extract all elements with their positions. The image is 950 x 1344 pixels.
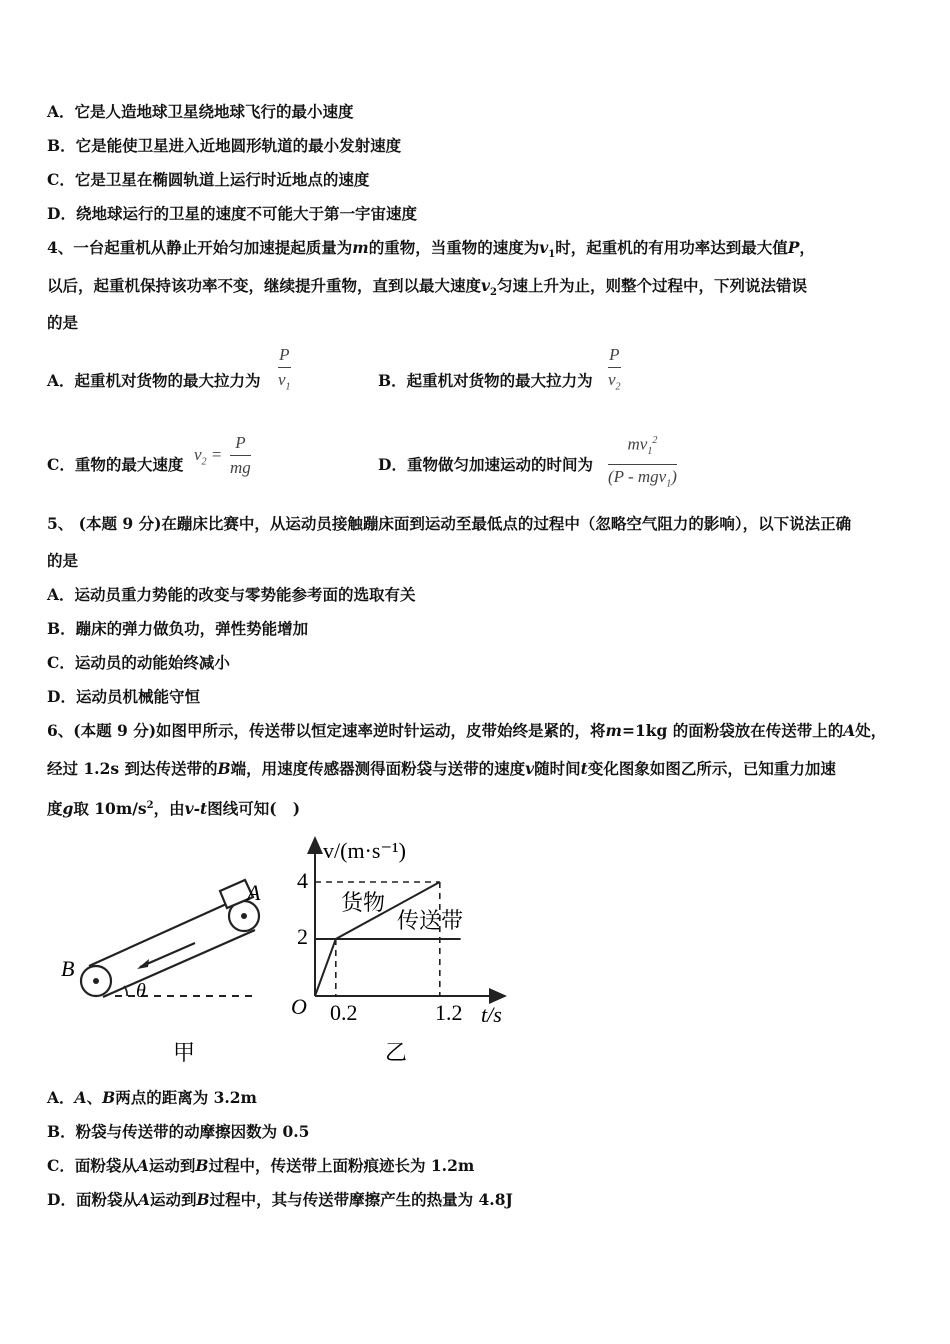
q4-option-b: B．起重机对货物的最大拉力为 — [378, 371, 593, 390]
origin-label: O — [291, 994, 307, 1019]
label-b: B — [61, 956, 75, 981]
label-theta: θ — [136, 980, 146, 1002]
q6-option-a: A．A、B两点的距离为 3.2m — [47, 1088, 257, 1107]
q5-option-b: B．蹦床的弹力做负功，弹性势能增加 — [47, 619, 309, 638]
belt-bottom-edge — [103, 930, 255, 997]
arrow-head — [137, 959, 149, 969]
caption-yi: 乙 — [385, 1040, 408, 1065]
q3-option-b: B．它是能使卫星进入近地圆形轨道的最小发射速度 — [47, 136, 402, 155]
q4-stem-line1: 4、一台起重机从静止开始匀加速提起质量为m的重物，当重物的速度为$v_1$时，起重机的有用功率达到最大值P， — [47, 238, 815, 261]
caption-jia: 甲 — [173, 1040, 196, 1065]
y-tick-4: 4 — [297, 868, 308, 893]
q4-option-a: A．起重机对货物的最大拉力为 — [47, 371, 261, 390]
q6-option-d: D．面粉袋从A运动到B过程中，其与传送带摩擦产生的热量为 4.8J — [47, 1190, 513, 1209]
q3-option-c: C．它是卫星在椭圆轨道上运行时近地点的速度 — [47, 170, 370, 189]
q4-stem-line3: 的是 — [47, 313, 79, 332]
q5-stem-line1: 5、 (本题 9 分)在蹦床比赛中，从运动员接触蹦床面到运动至最低点的过程中（忽略空气阻力的影响），以下说法正确 — [47, 514, 852, 533]
label-a: A — [247, 880, 261, 905]
q6-option-b: B．粉袋与传送带的动摩擦因数为 0.5 — [47, 1122, 310, 1141]
figure-jia-conveyor — [55, 855, 285, 1075]
q5-stem-line2: 的是 — [47, 551, 79, 570]
q4-option-b-formula: P $v_2$ — [608, 345, 621, 393]
y-axis-label: v/(m·s⁻¹) — [323, 838, 406, 863]
q4-option-c-lhs: $v_2$ = — [194, 445, 223, 468]
x-tick-1-2: 1.2 — [435, 1000, 463, 1025]
figure-yi-vt-graph — [285, 830, 520, 1075]
q5-option-a: A．运动员重力势能的改变与零势能参考面的选取有关 — [47, 585, 416, 604]
q4-option-d-formula: $mv_1^2$ (P - mgv$_1$) — [608, 434, 677, 490]
q4-option-c: C．重物的最大速度 — [47, 455, 184, 474]
q4-stem-line2: 以后，起重机保持该功率不变，继续提升重物，直到以最大速度$v_2$匀速上升为止，则整个过程中，下列说法错误 — [47, 276, 808, 299]
q5-option-c: C．运动员的动能始终减小 — [47, 653, 230, 672]
q5-option-d: D．运动员机械能守恒 — [47, 687, 200, 706]
q4-option-a-formula: P $v_1$ — [278, 345, 291, 393]
x-tick-0-2: 0.2 — [330, 1000, 358, 1025]
x-axis-label: t/s — [481, 1002, 502, 1027]
q4-option-c-formula: P mg — [230, 433, 251, 477]
q6-stem-line1: 6、(本题 9 分)如图甲所示，传送带以恒定速率逆时针运动，皮带始终是紧的，将m=1kg 的面粉袋放在传送带上的A处， — [47, 721, 887, 740]
q4-option-d: D．重物做匀加速运动的时间为 — [378, 455, 593, 474]
label-belt: 传送带 — [397, 908, 464, 933]
y-tick-2: 2 — [297, 924, 308, 949]
q6-option-c: C．面粉袋从A运动到B过程中，传送带上面粉痕迹长为 1.2m — [47, 1156, 475, 1175]
belt-top-edge — [89, 901, 233, 966]
label-goods: 货物 — [341, 890, 386, 915]
q3-option-a: A．它是人造地球卫星绕地球飞行的最小速度 — [47, 102, 354, 121]
q3-option-d: D．绕地球运行的卫星的速度不可能大于第一宇宙速度 — [47, 204, 417, 223]
q6-stem-line2: 经过 1.2s 到达传送带的B端，用速度传感器测得面粉袋与送带的速度v随时间t变化图象如图乙所示，已知重力加速 — [47, 759, 836, 778]
q6-stem-line3: 度g取 $10m/s^2$，由v-t图线可知( ) — [47, 799, 301, 819]
